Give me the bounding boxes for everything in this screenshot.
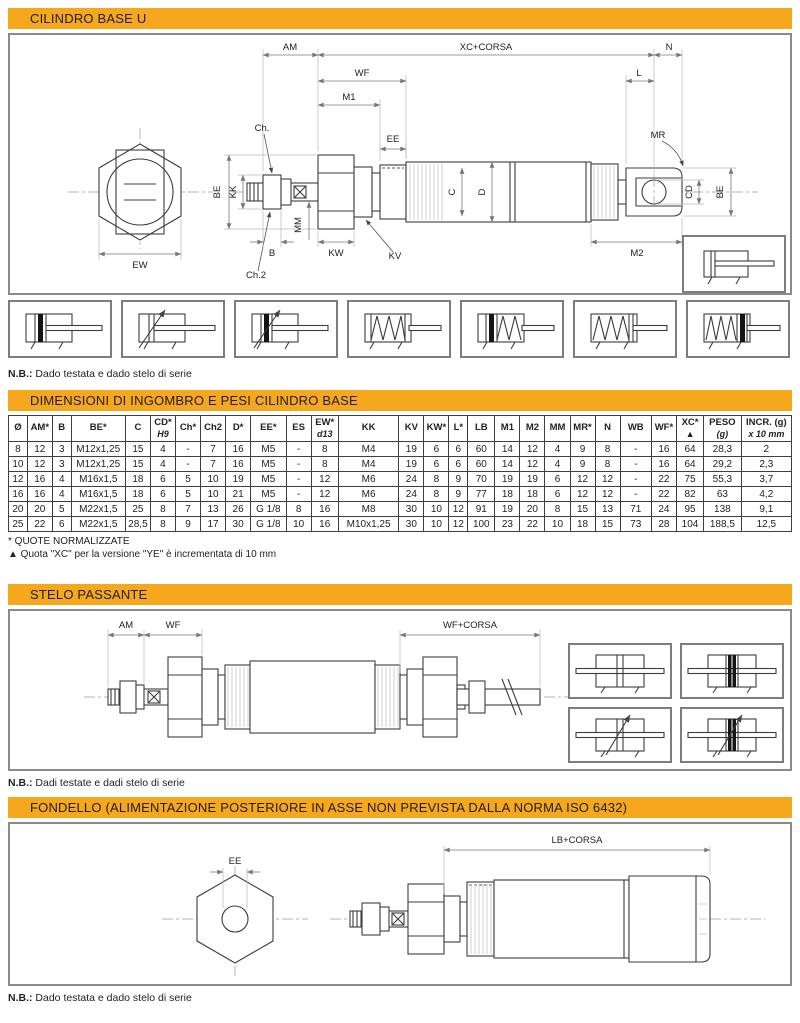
footnote-xc-increment: ▲ Quota "XC" per la versione "YE" è incrementata di 10 mm <box>8 549 277 561</box>
variant-cylinder-magnetic-spring-box <box>460 300 564 358</box>
table-cell: 21 <box>226 487 251 502</box>
cylinder-magnetic-spring-icon <box>462 302 562 356</box>
table-cell: M22x1,5 <box>71 502 125 517</box>
table-row <box>9 457 792 472</box>
variant-through-rod-magnetic-box <box>680 643 784 699</box>
table-cell: 29,2 <box>704 457 742 472</box>
table-cell: 10 <box>424 502 449 517</box>
cylinder-rear-spring-magnetic-icon <box>688 302 788 356</box>
table-cell: 19 <box>399 457 424 472</box>
column-header: KK <box>338 416 399 442</box>
table-cell: - <box>175 442 200 457</box>
dim-label-kw: KW <box>328 248 344 259</box>
table-cell: 12 <box>449 517 468 532</box>
table-cell: 9 <box>570 442 595 457</box>
table-cell: M4 <box>338 442 399 457</box>
table-cell: 5 <box>52 502 71 517</box>
table-cell: 6 <box>150 487 175 502</box>
dim-label-mm: MM <box>293 217 304 233</box>
table-cell: 8 <box>150 502 175 517</box>
table-cell: - <box>286 442 311 457</box>
table-cell: 12 <box>311 472 338 487</box>
table-cell: 18 <box>125 487 150 502</box>
table-cell: 14 <box>495 457 520 472</box>
table-cell: 20 <box>520 502 545 517</box>
table-cell: 16 <box>311 502 338 517</box>
table-cell: M12x1,25 <box>71 457 125 472</box>
table-cell: 4 <box>52 487 71 502</box>
table-cell: 15 <box>125 457 150 472</box>
table-cell: 10 <box>201 472 226 487</box>
table-cell: 8 <box>424 487 449 502</box>
table-cell: 12 <box>27 442 52 457</box>
variant-cylinder-magnetic-box <box>8 300 112 358</box>
table-cell: 71 <box>620 502 651 517</box>
table-cell: 16 <box>651 457 676 472</box>
table-cell: 18 <box>570 517 595 532</box>
column-header: EE* <box>251 416 286 442</box>
table-row <box>9 502 792 517</box>
table-cell: 3,7 <box>741 472 791 487</box>
column-header: LB <box>468 416 495 442</box>
dim-label-m2: M2 <box>630 248 644 259</box>
table-cell: 12 <box>311 487 338 502</box>
section-title-dimensions: DIMENSIONI DI INGOMBRO E PESI CILINDRO BASE <box>30 393 358 408</box>
column-header: CD* H9 <box>150 416 175 442</box>
note-prefix: N.B.: <box>8 777 33 790</box>
through-rod-cylinder-magnetic-cushioned-icon <box>682 709 782 761</box>
table-cell: 8 <box>150 517 175 532</box>
table-cell: 22 <box>27 517 52 532</box>
table-cell: 75 <box>676 472 703 487</box>
table-cell: - <box>175 457 200 472</box>
table-cell: 8 <box>311 442 338 457</box>
column-header: Ø <box>9 416 28 442</box>
table-header-row <box>9 416 792 442</box>
column-header: Ch2 <box>201 416 226 442</box>
table-cell: 64 <box>676 442 703 457</box>
column-header: KW* <box>424 416 449 442</box>
column-header: AM* <box>27 416 52 442</box>
table-cell: 12 <box>520 457 545 472</box>
cylinder-cushioned-icon <box>123 302 223 356</box>
table-cell: 6 <box>52 517 71 532</box>
table-cell: 12 <box>595 472 620 487</box>
table-cell: M4 <box>338 457 399 472</box>
table-cell: - <box>620 472 651 487</box>
dim-label-be-right: BE <box>715 185 726 199</box>
section-title-stelo: STELO PASSANTE <box>30 587 148 603</box>
table-cell: 16 <box>27 487 52 502</box>
column-header: PESO (g) <box>704 416 742 442</box>
table-cell: 2 <box>741 442 791 457</box>
note-base <box>8 368 792 380</box>
column-header: KV <box>399 416 424 442</box>
table-cell: 3 <box>52 457 71 472</box>
dim-label-ch2: Ch.2 <box>245 270 267 281</box>
table-cell: 15 <box>570 502 595 517</box>
table-cell: 16 <box>226 442 251 457</box>
base-technical-drawing <box>10 35 786 293</box>
table-cell: 10 <box>201 487 226 502</box>
table-cell: 15 <box>125 442 150 457</box>
cylinder-double-acting-icon <box>684 237 784 291</box>
note-text: Dado testata e dado stelo di serie <box>35 368 192 380</box>
table-cell: M22x1,5 <box>71 517 125 532</box>
table-cell: 9 <box>449 472 468 487</box>
table-cell: 4 <box>52 472 71 487</box>
table-cell: 8 <box>286 502 311 517</box>
note-text: Dado testata e dado stelo di serie <box>35 992 192 1005</box>
table-cell: 73 <box>620 517 651 532</box>
fondello-drawing-panel <box>8 822 792 986</box>
table-cell: 2,3 <box>741 457 791 472</box>
variant-icons-row <box>8 300 792 358</box>
table-cell: 82 <box>676 487 703 502</box>
table-cell: M8 <box>338 502 399 517</box>
dim-label-wf: WF <box>354 68 370 79</box>
table-cell: M12x1,25 <box>71 442 125 457</box>
table-cell: 55,3 <box>704 472 742 487</box>
table-cell: 8 <box>9 442 28 457</box>
table-cell: - <box>620 487 651 502</box>
table-cell: 6 <box>449 442 468 457</box>
table-cell: 19 <box>520 472 545 487</box>
table-cell: 19 <box>495 472 520 487</box>
table-cell: 8 <box>311 457 338 472</box>
cylinder-magnetic-icon <box>10 302 110 356</box>
table-cell: M6 <box>338 472 399 487</box>
table-cell: 188,5 <box>704 517 742 532</box>
table-cell: 70 <box>468 472 495 487</box>
table-cell: M5 <box>251 442 286 457</box>
table-cell: 9 <box>449 487 468 502</box>
table-cell: 12,5 <box>741 517 791 532</box>
table-cell: 18 <box>495 487 520 502</box>
note-fondello <box>8 992 792 1004</box>
table-cell: 4 <box>545 442 570 457</box>
table-cell: - <box>286 472 311 487</box>
dim-label-kk: KK <box>228 185 239 199</box>
table-cell: 12 <box>570 487 595 502</box>
table-cell: 95 <box>676 502 703 517</box>
table-cell: 16 <box>311 517 338 532</box>
dim-label-l: L <box>636 68 642 79</box>
column-header: B <box>52 416 71 442</box>
section-header-fondello <box>8 797 792 818</box>
variant-through-rod-cushioned-box <box>568 707 672 763</box>
column-header: D* <box>226 416 251 442</box>
table-cell: 10 <box>9 457 28 472</box>
table-cell: 3 <box>52 442 71 457</box>
table-cell: 16 <box>226 457 251 472</box>
table-cell: 18 <box>520 487 545 502</box>
table-cell: 8 <box>595 442 620 457</box>
variant-through-rod-box <box>568 643 672 699</box>
dim-label-am: AM <box>282 42 298 53</box>
table-cell: 77 <box>468 487 495 502</box>
column-header: MM <box>545 416 570 442</box>
table-cell: 6 <box>424 442 449 457</box>
table-cell: 7 <box>201 442 226 457</box>
table-cell: 6 <box>449 457 468 472</box>
note-stelo <box>8 777 792 789</box>
column-header: M1 <box>495 416 520 442</box>
table-cell: 28 <box>651 517 676 532</box>
through-rod-cylinder-cushioned-icon <box>570 709 670 761</box>
fondello-technical-drawing <box>10 824 786 984</box>
column-header: M2 <box>520 416 545 442</box>
table-cell: 4 <box>150 457 175 472</box>
table-cell: 30 <box>399 517 424 532</box>
table-cell: 9,1 <box>741 502 791 517</box>
variant-cylinder-front-spring-box <box>347 300 451 358</box>
dim-label-m1: M1 <box>342 92 356 103</box>
table-cell: 6 <box>424 457 449 472</box>
dimensions-table <box>8 415 792 532</box>
cylinder-rear-spring-icon <box>575 302 675 356</box>
column-header: XC* ▲ <box>676 416 703 442</box>
dim-label-d: D <box>477 188 488 196</box>
table-cell: 91 <box>468 502 495 517</box>
base-drawing-panel <box>8 33 792 295</box>
table-cell: 20 <box>9 502 28 517</box>
table-cell: 7 <box>201 457 226 472</box>
column-header: WF* <box>651 416 676 442</box>
table-cell: 10 <box>286 517 311 532</box>
dim-label-cd: CD <box>684 185 695 199</box>
table-cell: 9 <box>570 457 595 472</box>
table-cell: M5 <box>251 487 286 502</box>
dim-label-n: N <box>665 42 673 53</box>
variant-through-rod-magnetic-cushioned-box <box>680 707 784 763</box>
table-cell: 138 <box>704 502 742 517</box>
table-cell: 12 <box>27 457 52 472</box>
table-cell: M16x1,5 <box>71 472 125 487</box>
table-cell: M10x1,25 <box>338 517 399 532</box>
table-cell: 14 <box>495 442 520 457</box>
through-rod-cylinder-icon <box>570 645 670 697</box>
table-cell: 28,3 <box>704 442 742 457</box>
table-cell: 19 <box>495 502 520 517</box>
table-cell: 13 <box>201 502 226 517</box>
table-cell: 4 <box>545 457 570 472</box>
dim-label-mr: MR <box>650 130 666 141</box>
table-cell: - <box>286 487 311 502</box>
table-cell: 30 <box>399 502 424 517</box>
note-text: Dadi testate e dadi stelo di serie <box>35 777 185 790</box>
cylinder-magnetic-cushioned-icon <box>236 302 336 356</box>
dim-label-wf: WF <box>165 620 181 632</box>
dim-label-ch: Ch. <box>254 123 270 134</box>
variant-cylinder-rear-spring-box <box>573 300 677 358</box>
section-title-base: CILINDRO BASE U <box>30 11 147 26</box>
table-cell: 8 <box>545 502 570 517</box>
table-cell: 13 <box>595 502 620 517</box>
table-cell: 4,2 <box>741 487 791 502</box>
stelo-variant-icons <box>568 643 784 763</box>
section-header-dimensions <box>8 390 792 411</box>
dim-label-ee: EE <box>228 856 242 868</box>
table-cell: 23 <box>495 517 520 532</box>
table-cell: 64 <box>676 457 703 472</box>
table-cell: G 1/8 <box>251 517 286 532</box>
column-header: BE* <box>71 416 125 442</box>
table-cell: 8 <box>595 457 620 472</box>
dim-label-be-left: BE <box>212 185 223 199</box>
table-row <box>9 442 792 457</box>
column-header: MR* <box>570 416 595 442</box>
through-rod-cylinder-magnetic-icon <box>682 645 782 697</box>
column-header: WB <box>620 416 651 442</box>
table-cell: 17 <box>201 517 226 532</box>
table-row <box>9 487 792 502</box>
table-cell: 5 <box>175 472 200 487</box>
table-cell: 26 <box>226 502 251 517</box>
dim-label-ee: EE <box>386 134 400 145</box>
dim-label-ew: EW <box>132 260 148 271</box>
table-cell: 5 <box>175 487 200 502</box>
variant-cylinder-rear-spring-magnetic-box <box>686 300 790 358</box>
table-cell: M6 <box>338 487 399 502</box>
table-cell: 100 <box>468 517 495 532</box>
table-cell: 60 <box>468 457 495 472</box>
table-cell: - <box>286 457 311 472</box>
table-cell: 60 <box>468 442 495 457</box>
table-cell: 15 <box>595 517 620 532</box>
stelo-drawing-panel <box>8 609 792 771</box>
dim-label-b: B <box>268 248 276 259</box>
table-cell: 12 <box>595 487 620 502</box>
table-cell: 12 <box>449 502 468 517</box>
table-cell: 20 <box>27 502 52 517</box>
table-cell: 63 <box>704 487 742 502</box>
note-prefix: N.B.: <box>8 368 33 380</box>
table-cell: 12 <box>520 442 545 457</box>
table-cell: - <box>620 457 651 472</box>
column-header: ES <box>286 416 311 442</box>
table-cell: 10 <box>545 517 570 532</box>
table-cell: 18 <box>125 472 150 487</box>
table-cell: 6 <box>545 487 570 502</box>
table-cell: 8 <box>424 472 449 487</box>
table-cell: 10 <box>424 517 449 532</box>
table-cell: 24 <box>399 472 424 487</box>
table-cell: 12 <box>9 472 28 487</box>
cylinder-front-spring-icon <box>349 302 449 356</box>
table-cell: 22 <box>651 487 676 502</box>
section-title-fondello: FONDELLO (ALIMENTAZIONE POSTERIORE IN ASSE NON PREVISTA DALLA NORMA ISO 6432) <box>30 800 628 816</box>
table-cell: 24 <box>651 502 676 517</box>
dim-label-xc-corsa: XC+CORSA <box>459 42 513 53</box>
table-cell: G 1/8 <box>251 502 286 517</box>
table-cell: 22 <box>651 472 676 487</box>
table-cell: M5 <box>251 472 286 487</box>
table-cell: M16x1,5 <box>71 487 125 502</box>
section-header-stelo <box>8 584 792 605</box>
column-header: L* <box>449 416 468 442</box>
table-cell: 19 <box>399 442 424 457</box>
note-prefix: N.B.: <box>8 992 33 1005</box>
variant-double-acting-inset <box>682 235 786 293</box>
table-cell: 6 <box>545 472 570 487</box>
column-header: C <box>125 416 150 442</box>
table-cell: 16 <box>9 487 28 502</box>
table-cell: 9 <box>175 517 200 532</box>
datasheet-page <box>8 8 792 1004</box>
table-cell: 12 <box>570 472 595 487</box>
dim-label-c: C <box>447 188 458 196</box>
table-cell: 16 <box>651 442 676 457</box>
table-row <box>9 517 792 532</box>
column-header: Ch* <box>175 416 200 442</box>
table-cell: - <box>620 442 651 457</box>
footnote-normalized: * QUOTE NORMALIZZATE <box>8 536 130 548</box>
table-cell: 7 <box>175 502 200 517</box>
column-header: N <box>595 416 620 442</box>
table-cell: 24 <box>399 487 424 502</box>
variant-cylinder-magnetic-cushioned-box <box>234 300 338 358</box>
variant-cylinder-cushioned-box <box>121 300 225 358</box>
table-cell: 25 <box>9 517 28 532</box>
dim-label-kv: KV <box>388 251 402 262</box>
dim-label-am: AM <box>118 620 134 632</box>
section-header-cilindro-base <box>8 8 792 29</box>
dim-label-wf-corsa: WF+CORSA <box>442 620 498 632</box>
table-cell: 4 <box>150 442 175 457</box>
table-row <box>9 472 792 487</box>
table-cell: 22 <box>520 517 545 532</box>
table-cell: M5 <box>251 457 286 472</box>
table-cell: 19 <box>226 472 251 487</box>
stelo-technical-drawing <box>70 611 615 769</box>
dim-label-lb-corsa: LB+CORSA <box>551 835 603 847</box>
column-header: INCR. (g) x 10 mm <box>741 416 791 442</box>
table-cell: 104 <box>676 517 703 532</box>
table-cell: 25 <box>125 502 150 517</box>
table-cell: 6 <box>150 472 175 487</box>
table-cell: 16 <box>27 472 52 487</box>
table-cell: 30 <box>226 517 251 532</box>
table-cell: 28,5 <box>125 517 150 532</box>
column-header: EW* d13 <box>311 416 338 442</box>
